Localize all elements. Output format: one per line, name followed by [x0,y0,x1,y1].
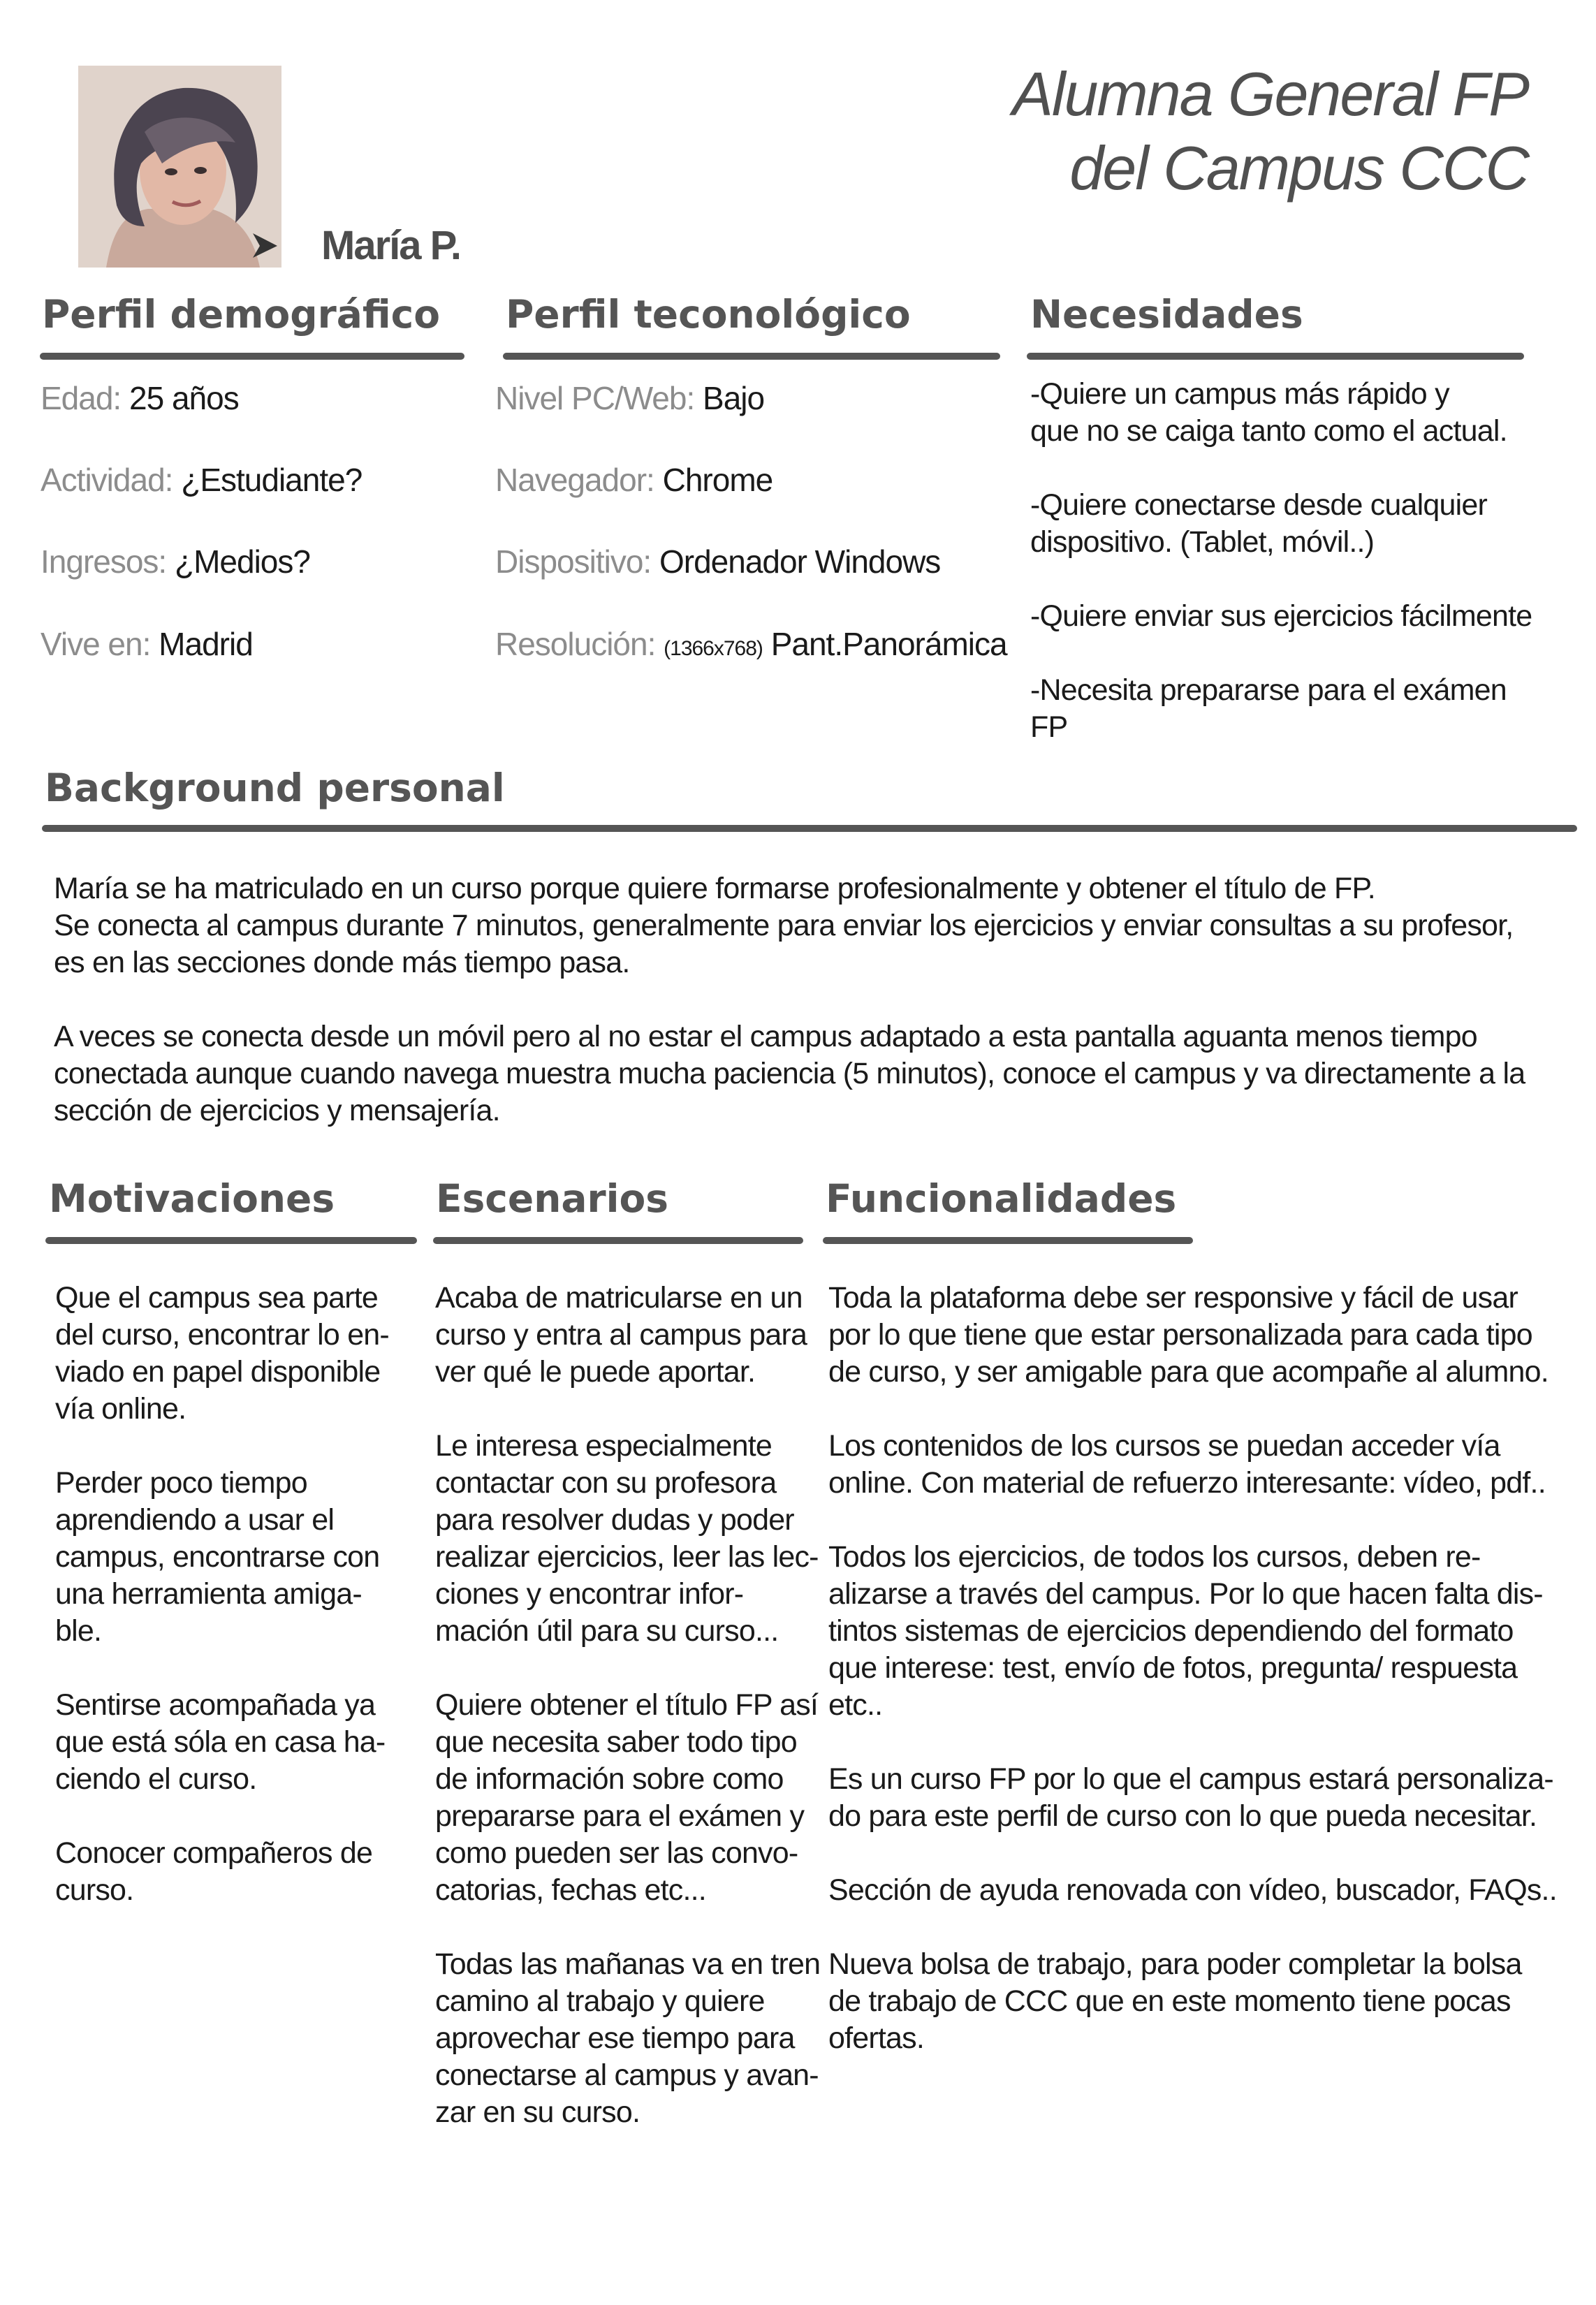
motivations-rule [45,1237,417,1244]
scenario-item: Todas las mañanas va en tren camino al trabajo y quiere aprovechar ese tiempo para conectarse al campus y avan- zar en su curso. [435,1947,821,2129]
needs-heading: Necesidades [1030,292,1303,337]
motivation-item: Sentirse acompañada ya que está sóla en casa ha- ciendo el curso. [55,1688,386,1796]
scenario-item: Acaba de matricularse en un curso y entra al campus para ver qué le puede aportar. [435,1281,807,1389]
feature-item: Es un curso FP por lo que el campus estará personaliza- do para este perfil de curso con lo que pueda necesitar. [828,1762,1553,1833]
income-field: Ingresos: ¿Medios? [41,543,310,580]
background-paragraph: A veces se conecta desde un móvil pero al no estar el campus adaptado a esta pantalla aguanta menos tiempo conectada aunque cuando navega muestra mucha paciencia (5 minutos), conoce el campus y va directamente a la sección de ejercicios y mensajería. [54,1020,1525,1127]
lives-field: Vive en: Madrid [41,626,253,662]
feature-item: Nueva bolsa de trabajo, para poder completar la bolsa de trabajo de CCC que en este momento tiene pocas ofertas. [828,1947,1522,2055]
demographic-heading: Perfil demográfico [42,292,441,337]
motivation-item: Perder poco tiempo aprendiendo a usar el campus, encontrarse con una herramienta amiga- ble. [55,1466,380,1648]
need-item: -Quiere un campus más rápido y que no se caiga tanto como el actual. [1030,377,1507,448]
motivation-item: Que el campus sea parte del curso, encontrar lo en- viado en papel disponible vía online. [55,1281,389,1426]
scenario-item: Quiere obtener el título FP así que necesita saber todo tipo de información sobre como prepararse para el exámen y como pueden ser las convo- catorias, fechas etc... [435,1688,819,1907]
background-text [54,870,1555,1129]
feature-item: Sección de ayuda renovada con vídeo, buscador, FAQs.. [828,1873,1557,1907]
background-paragraph: María se ha matriculado en un curso porque quiere formarse profesionalmente y obtener el título de FP. Se conecta al campus durante 7 minutos, generalmente para enviar los ejercicios y enviar consultas a su profesor, es en las secciones donde más tiempo pasa. [54,872,1514,979]
motivation-item: Conocer compañeros de curso. [55,1836,373,1907]
need-item: -Quiere enviar sus ejercicios fácilmente [1030,599,1532,633]
demographic-rule [40,353,464,360]
features-list [828,1280,1569,2057]
features-rule [823,1237,1193,1244]
pc-level-field: Nivel PC/Web: Bajo [495,380,765,416]
age-field: Edad: 25 años [41,380,239,416]
tech-rule [503,353,1000,360]
background-rule [42,825,1577,832]
background-heading: Background personal [45,766,505,810]
motivations-heading: Motivaciones [49,1176,335,1221]
feature-item: Todos los ejercicios, de todos los cursos, deben re- alizarse a través del campus. Por lo que hacen falta dis- tintos sistemas de ejercicios dependiendo del formato que interese: test, envío de fotos, pregunta/ respuesta etc.. [828,1540,1543,1722]
device-field: Dispositivo: Ordenador Windows [495,543,941,580]
scenarios-heading: Escenarios [436,1176,668,1221]
portrait-image [78,66,281,268]
activity-field: Actividad: ¿Estudiante? [41,462,363,498]
need-item: -Quiere conectarse desde cualquier dispositivo. (Tablet, móvil..) [1030,488,1488,559]
scenarios-list [435,1280,826,2131]
persona-photo [78,66,281,268]
browser-field: Navegador: Chrome [495,462,773,498]
feature-item: Toda la plataforma debe ser responsive y fácil de usar por lo que tiene que estar personalizada para cada tipo de curso, y ser amigable para que acompañe al alumno. [828,1281,1549,1389]
needs-rule [1027,353,1524,360]
persona-title-line1: Alumna General FP [1012,59,1528,129]
resolution-field: Resolución: (1366x768) Pant.Panorámica [495,626,1007,662]
scenarios-rule [433,1237,803,1244]
feature-item: Los contenidos de los cursos se puedan acceder vía online. Con material de refuerzo interesante: vídeo, pdf.. [828,1429,1546,1500]
persona-title [1012,57,1528,205]
scenario-item: Le interesa especialmente contactar con su profesora para resolver dudas y poder realizar ejercicios, leer las lec- ciones y encontrar infor- mación útil para su curso... [435,1429,819,1648]
features-heading: Funcionalidades [826,1176,1177,1221]
motivations-list [55,1280,432,1909]
persona-name: María P. [321,223,460,268]
persona-title-line2: del Campus CCC [1069,133,1528,203]
tech-heading: Perfil teconológico [506,292,911,337]
needs-list [1030,376,1547,746]
need-item: -Necesita prepararse para el exámen FP [1030,673,1507,744]
